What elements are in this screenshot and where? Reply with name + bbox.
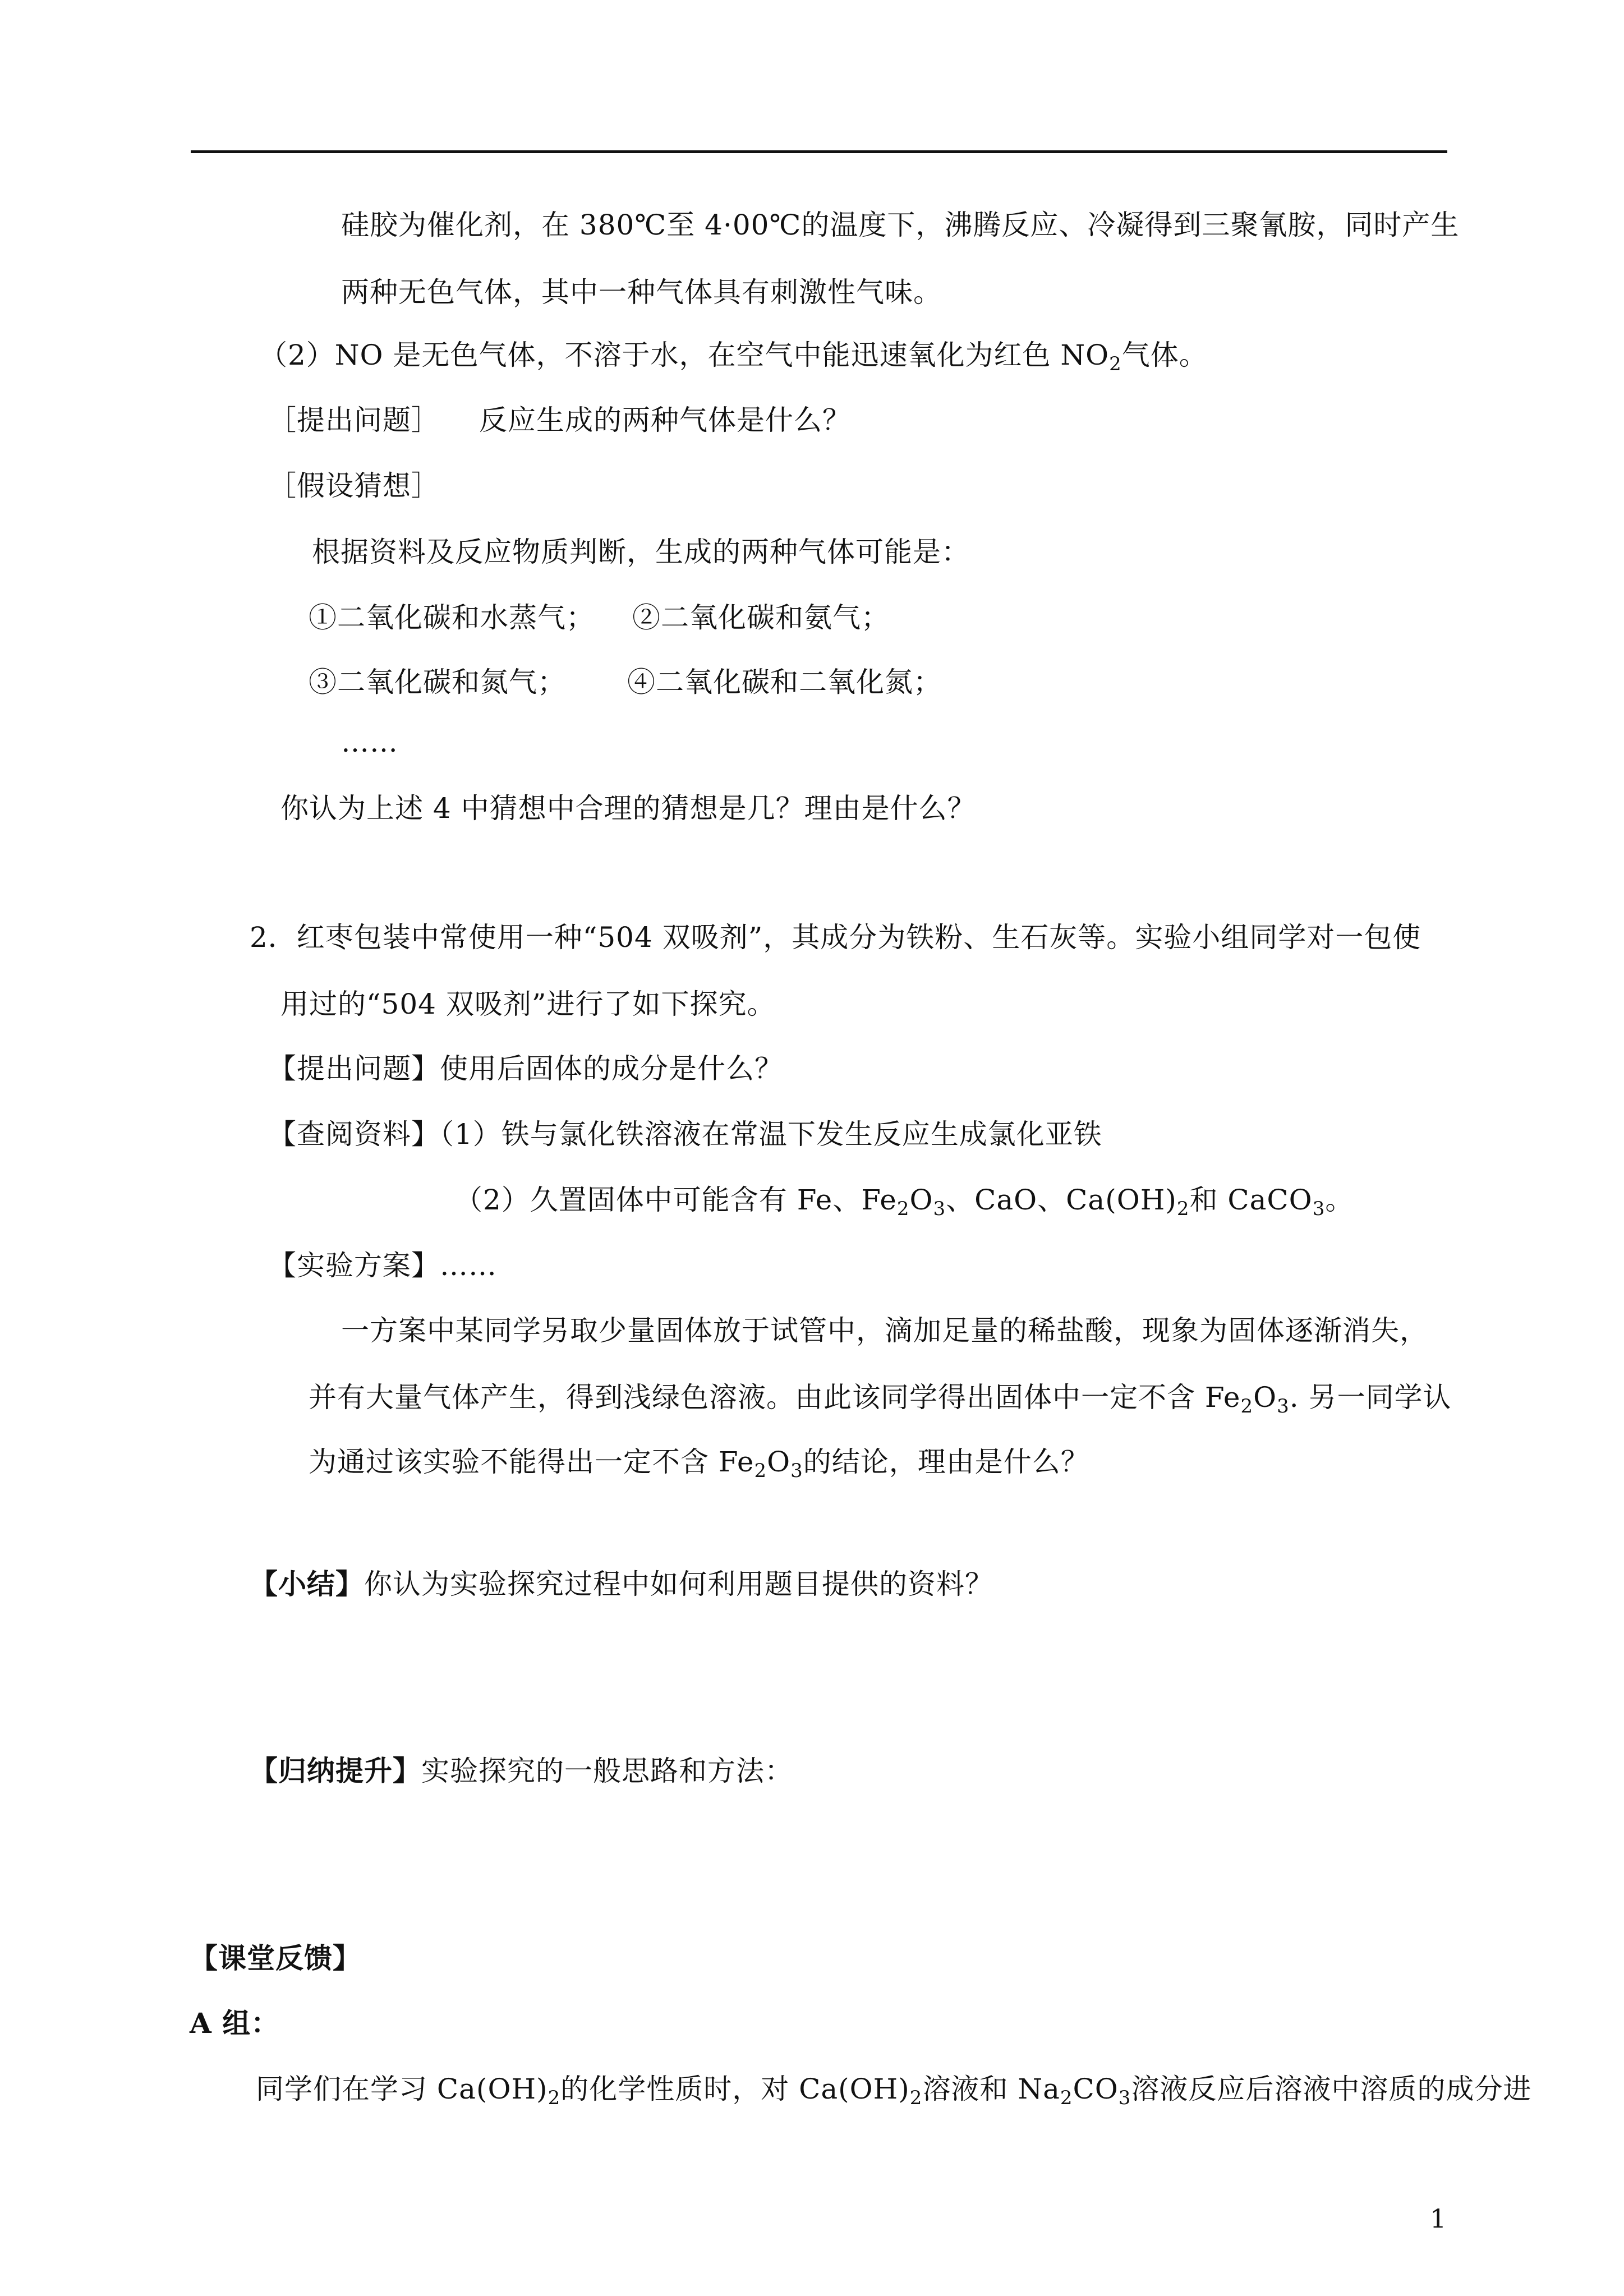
hypothesis-3: ③二氧化碳和氮气； [309, 666, 566, 698]
section-label: 【归纳提升】 [250, 1754, 421, 1787]
reference-line: （2）久置固体中可能含有 Fe、$Fe_2O_3$、CaO、$Ca(OH)_2$和 CaCO$_3$。 [454, 1184, 1354, 1220]
paragraph-line: 并有大量气体产生，得到浅绿色溶液。由此该同学得出固体中一定不含 $Fe_2O_3$. 另一同学认 [309, 1381, 1452, 1418]
hypothesis-1: ①二氧化碳和水蒸气； [309, 601, 595, 634]
induction-line: 【归纳提升】实验探究的一般思路和方法： [250, 1754, 793, 1787]
group-heading: A 组： [190, 2007, 280, 2040]
page-number: 1 [1430, 2203, 1447, 2234]
question-heading: 【提出问题】使用后固体的成分是什么？ [268, 1052, 783, 1085]
paragraph-line: 根据资料及反应物质判断，生成的两种气体可能是： [312, 536, 970, 568]
reference-line: 【查阅资料】（1）铁与氯化铁溶液在常温下发生反应生成氯化亚铁 [268, 1118, 1102, 1151]
paragraph-line: 你认为上述 4 中猜想中合理的猜想是几？理由是什么？ [280, 792, 976, 825]
question-2-stem: 用过的“504 双吸剂”进行了如下探究。 [280, 988, 776, 1020]
paragraph-line: 硅胶为催化剂，在 380℃至 4·00℃的温度下，沸腾反应、冷凝得到三聚氰胺，同时产生 [341, 209, 1460, 241]
paragraph-line: 一方案中某同学另取少量固体放于试管中，滴加足量的稀盐酸，现象为固体逐渐消失， [341, 1314, 1428, 1347]
hypothesis-2: ②二氧化碳和氨气； [632, 601, 890, 634]
question-text: 反应生成的两种气体是什么？ [479, 404, 851, 436]
section-label: 【小结】 [250, 1567, 364, 1600]
paragraph-line: 两种无色气体，其中一种气体具有刺激性气味。 [341, 276, 942, 309]
hypothesis-4: ④二氧化碳和二氧化氮； [627, 666, 942, 698]
question-2-stem: 2．红枣包装中常使用一种“504 双吸剂”，其成分为铁粉、生石灰等。实验小组同学对一包使 [250, 921, 1421, 954]
summary-line: 【小结】你认为实验探究过程中如何利用题目提供的资料？ [250, 1567, 993, 1600]
paragraph-line: 同学们在学习 $Ca(OH)_2$的化学性质时，对 $Ca(OH)_2$溶液和 $Na_2CO_3$溶液反应后溶液中溶质的成分进 [256, 2073, 1532, 2109]
section-label: ［提出问题］ [268, 404, 440, 436]
section-label: 【查阅资料】 [268, 1118, 440, 1151]
question-heading [268, 401, 851, 440]
section-label: ［假设猜想］ [268, 470, 440, 502]
ellipsis: …… [341, 726, 398, 758]
paragraph-line: （2）NO 是无色气体，不溶于水，在空气中能迅速氧化为红色 $NO_2$气体。 [259, 339, 1208, 375]
paragraph-line: 为通过该实验不能得出一定不含 $Fe_2O_3$的结论，理由是什么？ [309, 1446, 1089, 1482]
section-heading: 【课堂反馈】 [190, 1941, 361, 1975]
header-rule [191, 150, 1447, 153]
section-label: 【实验方案】…… [268, 1249, 497, 1282]
